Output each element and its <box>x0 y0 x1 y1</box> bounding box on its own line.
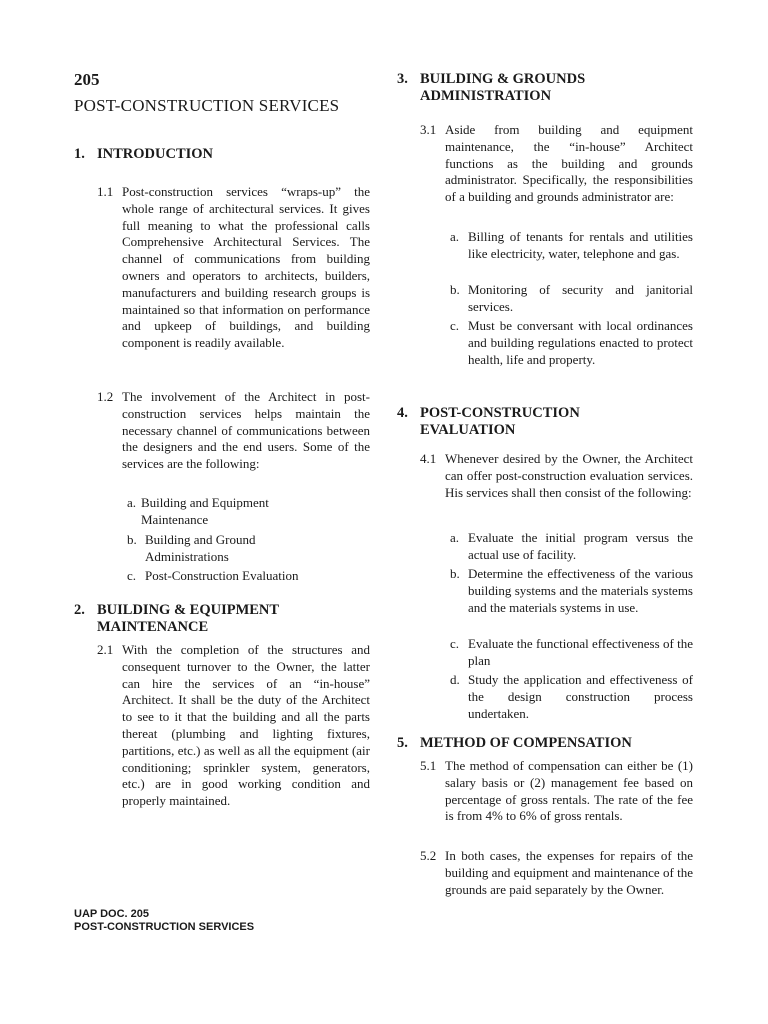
paragraph-5-2 <box>420 848 693 898</box>
paragraph-number: 2.1 <box>97 642 114 657</box>
section-heading-building-equipment-maintenance <box>74 602 279 636</box>
list-item-label: a. <box>450 229 460 244</box>
list-item-text: Billing of tenants for rentals and utilities like electricity, water, telephone and gas. <box>468 229 693 261</box>
section-number: 5. <box>397 735 408 751</box>
section-title-line: MAINTENANCE <box>97 619 209 635</box>
section-title-line: BUILDING & GROUNDS <box>420 71 586 87</box>
section-title-line: POST-CONSTRUCTION <box>420 405 580 421</box>
section-title: METHOD OF COMPENSATION <box>420 735 632 751</box>
paragraph-text: Whenever desired by the Owner, the Architect can offer post-construction evaluation services. His services shall then consist of the following: <box>445 451 693 500</box>
list-item-label: c. <box>450 318 460 333</box>
list-item-label: a. <box>127 495 137 510</box>
list-item-label: b. <box>127 532 137 547</box>
list-item-text: Determine the effectiveness of the various building systems and the materials systems and the materials systems in use. <box>468 566 693 615</box>
list-item <box>450 566 693 616</box>
section-title-line: EVALUATION <box>420 422 516 438</box>
list-item <box>450 672 693 722</box>
list-item-text: Building and Equipment Maintenance <box>141 495 269 527</box>
list-item <box>127 532 280 566</box>
section-number: 4. <box>397 405 408 421</box>
paragraph-4-1 <box>420 451 693 501</box>
list-item <box>127 495 280 529</box>
list-item <box>450 318 693 368</box>
section-heading-introduction <box>74 146 213 163</box>
list-item-text: Evaluate the functional effectiveness of the plan <box>468 636 693 668</box>
paragraph-text: Post-construction services “wraps-up” the whole range of architectural services. It gives full meaning to what the professional calls Comprehensive Architectural Services. The channel of communications from building owners and operators to architects, builders, manufacturers and building research groups is maintained so that information on performance and upkeep of buildings, and building component is readily available. <box>122 184 370 351</box>
list-item-label: c. <box>127 568 137 583</box>
list-item-text: Post-Construction Evaluation <box>145 568 299 583</box>
list-item-text: Must be conversant with local ordinances and building regulations enacted to protect health, life and property. <box>468 318 693 367</box>
paragraph-number: 4.1 <box>420 451 437 466</box>
section-number: 2. <box>74 602 85 618</box>
list-item-label: b. <box>450 282 460 297</box>
list-item-text: Building and Ground Administrations <box>145 532 256 564</box>
paragraph-text: In both cases, the expenses for repairs of the building and equipment and maintenance of the grounds are paid separately by the Owner. <box>445 848 693 897</box>
section-title: INTRODUCTION <box>97 146 214 162</box>
list-item <box>127 568 370 585</box>
paragraph-text: The method of compensation can either be (1) salary basis or (2) management fee based on percentage of gross rentals. The rate of the fee is from 4% to 6% of gross rentals. <box>445 758 693 824</box>
paragraph-text: Aside from building and equipment maintenance, the “in-house” Architect functions as the building and grounds administrator. Specifically, the responsibilities of a building and grounds administrator are: <box>445 122 693 205</box>
list-item-label: b. <box>450 566 460 581</box>
paragraph-5-1 <box>420 758 693 825</box>
section-heading-post-construction-evaluation <box>397 405 580 439</box>
list-item-text: Monitoring of security and janitorial services. <box>468 282 693 314</box>
paragraph-text: With the completion of the structures and consequent turnover to the Owner, the latter can hire the services of an “in-house” Architect. It shall be the duty of the Architect to see to it that the building and all the parts thereat (plumbing and lighting fixtures, partitions, etc.) as well as all the equipment (air conditioning; sprinkler system, generators, etc.) are in good working condition and properly maintained. <box>122 642 370 809</box>
list-item-text: Evaluate the initial program versus the actual use of facility. <box>468 530 693 562</box>
list-item <box>450 530 693 564</box>
section-title-line: BUILDING & EQUIPMENT <box>97 602 280 618</box>
paragraph-number: 5.1 <box>420 758 437 773</box>
section-title <box>420 71 585 105</box>
section-title <box>97 602 279 636</box>
paragraph-1-2 <box>97 389 370 473</box>
list-item-label: c. <box>450 636 460 651</box>
paragraph-3-1 <box>420 122 693 206</box>
paragraph-text: The involvement of the Architect in post-construction services helps maintain the necessary channel of communications between the designers and the end users. Some of the services are the following: <box>122 389 370 472</box>
section-number: 1. <box>74 146 85 162</box>
paragraph-number: 5.2 <box>420 848 437 863</box>
list-item <box>450 636 693 670</box>
paragraph-number: 3.1 <box>420 122 437 137</box>
footer-doc-title: POST-CONSTRUCTION SERVICES <box>74 921 255 933</box>
section-title <box>420 405 580 439</box>
list-item <box>450 229 693 263</box>
list-item-label: d. <box>450 672 460 687</box>
section-heading-method-of-compensation <box>397 735 632 752</box>
section-number: 3. <box>397 71 408 87</box>
paragraph-number: 1.2 <box>97 389 114 404</box>
list-item <box>450 282 693 316</box>
document-number: 205 <box>74 70 100 89</box>
paragraph-1-1 <box>97 184 370 352</box>
page-footer <box>74 908 254 934</box>
list-item-text: Study the application and effectiveness of the design construction process undertaken. <box>468 672 693 721</box>
paragraph-2-1 <box>97 642 370 810</box>
list-item-label: a. <box>450 530 460 545</box>
section-title-line: ADMINISTRATION <box>420 88 552 104</box>
paragraph-number: 1.1 <box>97 184 114 199</box>
footer-doc-number: UAP DOC. 205 <box>74 908 149 920</box>
document-title: POST-CONSTRUCTION SERVICES <box>74 96 340 115</box>
section-heading-building-grounds-administration <box>397 71 585 105</box>
